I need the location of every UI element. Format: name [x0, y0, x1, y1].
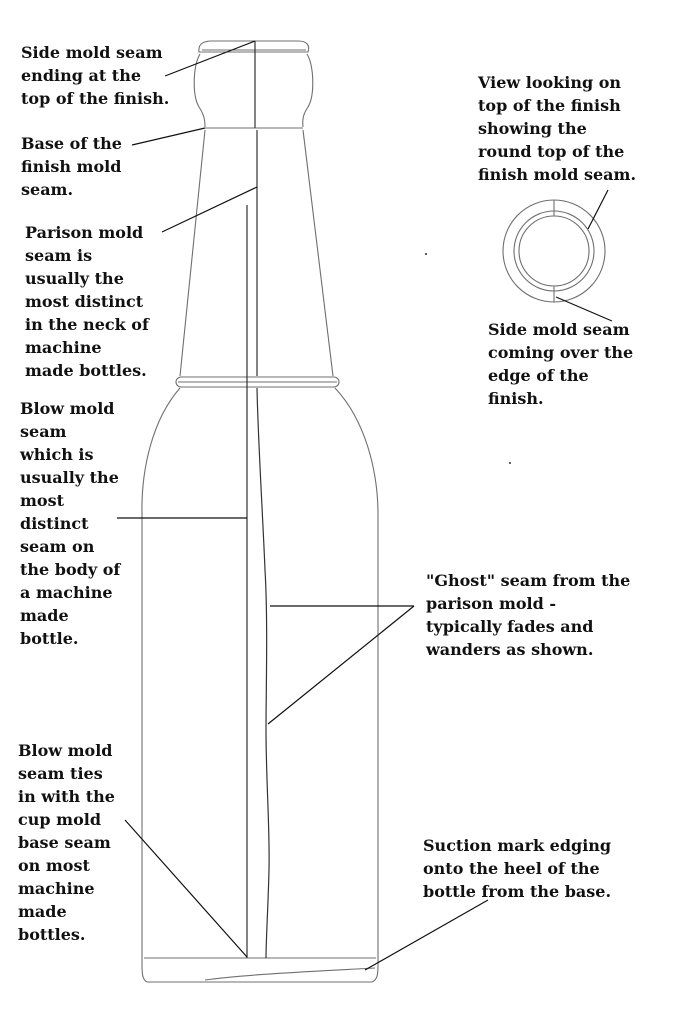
label-ghost-seam: "Ghost" seam from the parison mold - typically fades and wanders as shown.: [426, 571, 631, 659]
finish-right: [303, 54, 313, 127]
label-suction-mark: Suction mark edging onto the heel of the bottle from the base.: [423, 836, 612, 901]
neck-right: [303, 130, 333, 376]
label-base-finish-seam: Base of the finish mold seam.: [21, 134, 122, 199]
body-right: [335, 388, 378, 982]
leader-blow-cup: [125, 820, 247, 957]
leader-side-seam-top: [165, 41, 255, 76]
bottle-outline: [142, 41, 378, 982]
label-side-mold-seam-top: Side mold seam ending at the top of the finish.: [21, 43, 170, 108]
leader-ghost-b: [268, 606, 414, 724]
neck-left: [180, 130, 205, 376]
ghost-seam: [257, 388, 269, 958]
body-left: [142, 388, 180, 982]
mold-seams: [247, 41, 269, 958]
leader-base-finish: [132, 128, 205, 145]
label-side-seam-edge: Side mold seam coming over the edge of the finish.: [488, 320, 634, 408]
leader-top-view: [588, 190, 608, 229]
suction-mark: [205, 968, 375, 980]
finish-top-view: [503, 200, 605, 302]
speck: [425, 253, 427, 255]
finish-bore: [519, 216, 589, 286]
finish-inner-ring: [514, 211, 594, 291]
leader-suction: [365, 900, 488, 970]
leader-parison: [162, 187, 257, 232]
label-parison-seam: Parison mold seam is usually the most distinct in the neck of machine made bottles.: [25, 223, 149, 380]
finish-left: [194, 54, 205, 127]
label-blow-mold-cup: Blow mold seam ties in with the cup mold base seam on most machine made bottles.: [18, 741, 115, 944]
label-blow-mold-seam: Blow mold seam which is usually the most distinct seam on the body of a machine made bottle.: [20, 399, 121, 648]
label-top-view: View looking on top of the finish showing the round top of the finish mold seam.: [478, 73, 637, 184]
speck: [509, 462, 511, 464]
